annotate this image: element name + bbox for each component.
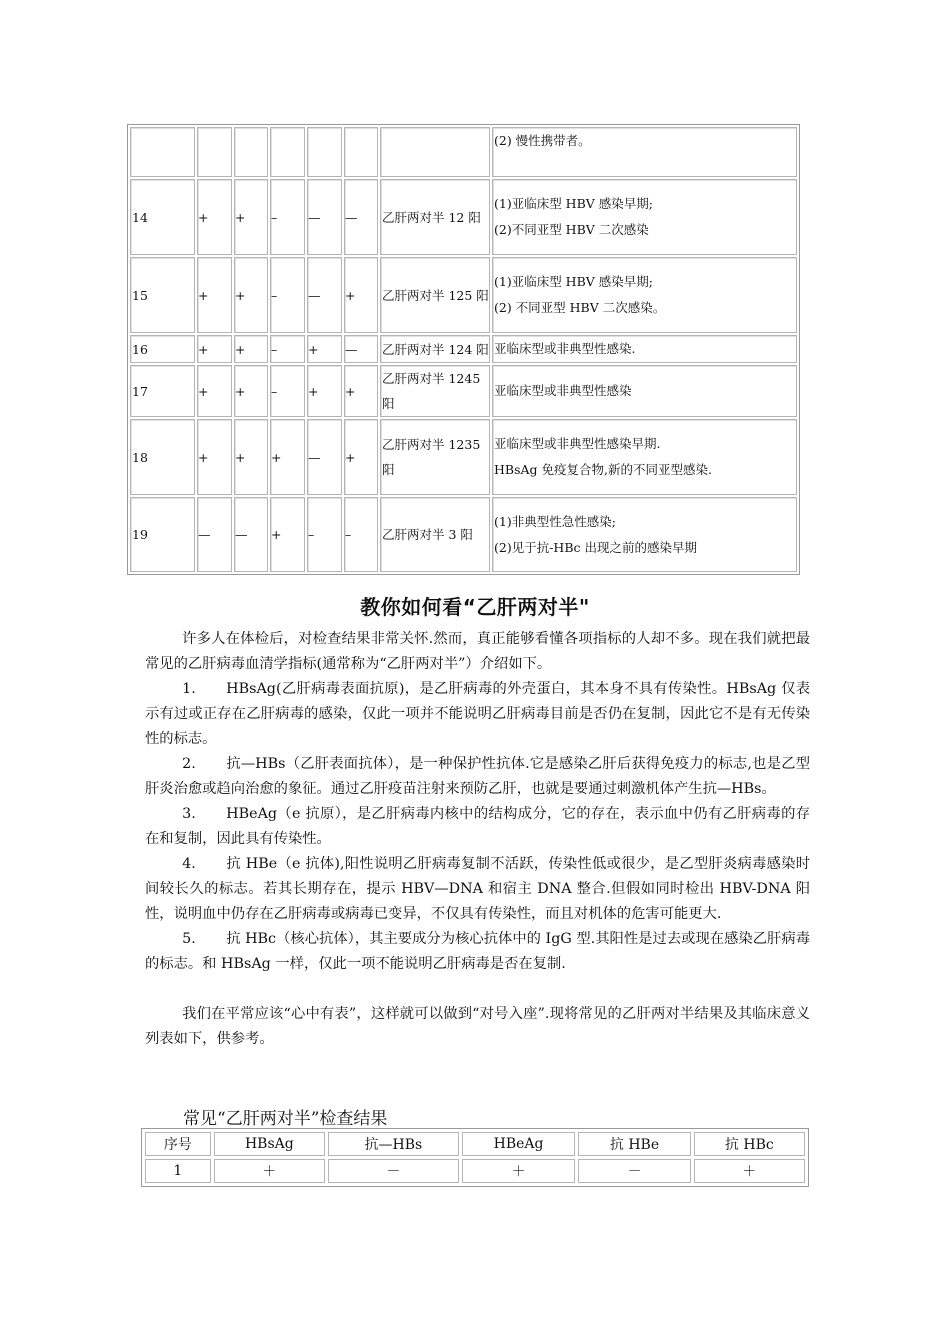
- item-text: 抗 HBc（核心抗体），其主要成分为核心抗体中的 IgG 型.其阳性是过去或现在感染乙肝病毒的标志。和 HBsAg 一样，仅此一项不能说明乙肝病毒是否在复制.: [145, 931, 810, 972]
- item-text: 抗—HBs（乙肝表面抗体），是一种保护性抗体.它是感染乙肝后获得免疫力的标志,也是乙型肝炎治愈或趋向治愈的象征。通过乙肝疫苗注射来预防乙肝，也就是要通过刺激机体产生抗—HBs。: [145, 756, 810, 797]
- indicator-paragraph: [145, 802, 810, 852]
- hbeag-cell: +: [270, 419, 305, 495]
- meaning-line: (2)不同亚型 HBV 二次感染: [494, 222, 649, 237]
- clinical-meaning-cell: [492, 257, 797, 333]
- clinical-meaning-cell: [492, 179, 797, 255]
- anti-hbs-cell: +: [234, 179, 268, 255]
- anti-hbc-cell: —: [344, 335, 378, 363]
- table-cell: ＋: [462, 1159, 576, 1183]
- table-header-row: [145, 1132, 805, 1156]
- column-header: 抗 HBe: [578, 1132, 690, 1156]
- hbsag-cell: +: [197, 179, 232, 255]
- result-cell: 乙肝两对半 125 阳: [380, 257, 490, 333]
- anti-hbe-cell: —: [307, 179, 342, 255]
- item-number: 5.: [182, 931, 196, 947]
- result-cell: 乙肝两对半 124 阳: [380, 335, 490, 363]
- table-row: [130, 419, 797, 495]
- hbsag-cell: +: [197, 257, 232, 333]
- hbsag-cell: +: [197, 419, 232, 495]
- meaning-line: 亚临床型或非典型性感染早期.: [494, 436, 661, 451]
- anti-hbc-cell: —: [344, 179, 378, 255]
- column-header: 序号: [145, 1132, 211, 1156]
- anti-hbe-cell: —: [307, 257, 342, 333]
- article-body: [145, 627, 810, 1052]
- meaning-line: (1)亚临床型 HBV 感染早期;: [494, 196, 653, 211]
- row-number: 17: [130, 365, 195, 417]
- column-header: 抗—HBs: [328, 1132, 459, 1156]
- meaning-line: HBsAg 免疫复合物,新的不同亚型感染.: [494, 462, 712, 477]
- row-number: 15: [130, 257, 195, 333]
- upper-table-body: [130, 127, 797, 572]
- indicator-paragraph: [145, 852, 810, 927]
- meaning-line: (1)亚临床型 HBV 感染早期;: [494, 274, 653, 289]
- clinical-meaning-cell: [492, 419, 797, 495]
- meaning-line: (2) 慢性携带者。: [494, 133, 591, 148]
- hbsag-cell: +: [197, 335, 232, 363]
- indicator-list: [145, 677, 810, 977]
- row-number: 14: [130, 179, 195, 255]
- table-row: [130, 127, 797, 177]
- anti-hbc-cell: +: [344, 419, 378, 495]
- anti-hbs-cell: +: [234, 257, 268, 333]
- column-header: HBsAg: [214, 1132, 325, 1156]
- row-number: [130, 127, 195, 177]
- clinical-meaning-cell: [492, 335, 797, 363]
- closing-paragraph: 我们在平常应该“心中有表”，这样就可以做到“对号入座”.现将常见的乙肝两对半结果及其临床意义列表如下，供参考。: [145, 1006, 810, 1047]
- indicator-paragraph: [145, 752, 810, 802]
- article-title: 教你如何看“乙肝两对半": [360, 595, 590, 619]
- result-cell: [380, 127, 490, 177]
- hbsag-cell: —: [197, 497, 232, 572]
- anti-hbe-cell: +: [307, 335, 342, 363]
- anti-hbe-cell: +: [307, 365, 342, 417]
- hbeag-cell: –: [270, 257, 305, 333]
- anti-hbc-cell: +: [344, 365, 378, 417]
- anti-hbs-cell: +: [234, 365, 268, 417]
- column-header: HBeAg: [462, 1132, 576, 1156]
- hbeag-cell: –: [270, 365, 305, 417]
- meaning-line: (2)见于抗-HBc 出现之前的感染早期: [494, 539, 697, 555]
- anti-hbs-cell: [234, 127, 268, 177]
- anti-hbe-cell: –: [307, 497, 342, 572]
- item-number: 1.: [182, 681, 196, 697]
- hbv-results-table-lower: [141, 1128, 809, 1187]
- anti-hbs-cell: +: [234, 419, 268, 495]
- indicator-paragraph: [145, 927, 810, 977]
- hbsag-cell: +: [197, 365, 232, 417]
- row-number: 16: [130, 335, 195, 363]
- table-row: [130, 335, 797, 363]
- item-number: 4.: [182, 856, 196, 872]
- table-cell: 1: [145, 1159, 211, 1183]
- clinical-meaning-cell: [492, 127, 797, 177]
- table-cell: ＋: [214, 1159, 325, 1183]
- meaning-line: 亚临床型或非典型性感染: [494, 383, 632, 398]
- item-text: 抗 HBe（e 抗体),阳性说明乙肝病毒复制不活跃，传染性低或很少，是乙型肝炎病毒感染时间较长久的标志。若其长期存在，提示 HBV—DNA 和宿主 DNA 整合.但假如同时检出 HBV-DNA 阳性，说明血中仍存在乙肝病毒或病毒已变异，不仅具有传染性，而且对机体的危害可能更大.: [145, 856, 810, 922]
- hbeag-cell: –: [270, 179, 305, 255]
- anti-hbs-cell: +: [234, 335, 268, 363]
- result-cell: 乙肝两对半 1245 阳: [380, 365, 490, 417]
- intro-paragraph: 许多人在体检后，对检查结果非常关怀.然而，真正能够看懂各项指标的人却不多。现在我们就把最常见的乙肝病毒血清学指标(通常称为“乙肝两对半”）介绍如下。: [145, 631, 810, 672]
- anti-hbs-cell: —: [234, 497, 268, 572]
- table-row: [130, 365, 797, 417]
- meaning-line: 亚临床型或非典型性感染.: [494, 341, 636, 356]
- paragraph-gap: [145, 977, 810, 1002]
- column-header: 抗 HBc: [694, 1132, 805, 1156]
- item-text: HBsAg(乙肝病毒表面抗原)，是乙肝病毒的外壳蛋白，其本身不具有传染性。HBsAg 仅表示有过或正存在乙肝病毒的感染，仅此一项并不能说明乙肝病毒目前是否仍在复制，因此它不是有无传染性的标志。: [145, 681, 810, 747]
- table-row: [130, 179, 797, 255]
- anti-hbc-cell: –: [344, 497, 378, 572]
- hbv-results-table-upper: [127, 124, 800, 575]
- table-cell: －: [578, 1159, 690, 1183]
- result-cell: 乙肝两对半 3 阳: [380, 497, 490, 572]
- meaning-line: (1)非典型性急性感染;: [494, 513, 616, 529]
- hbeag-cell: [270, 127, 305, 177]
- item-text: HBeAg（e 抗原），是乙肝病毒内核中的结构成分，它的存在，表示血中仍有乙肝病毒的存在和复制，因此具有传染性。: [145, 806, 810, 847]
- item-number: 2.: [182, 756, 196, 772]
- row-number: 18: [130, 419, 195, 495]
- hbeag-cell: +: [270, 497, 305, 572]
- table-caption: 常见“乙肝两对半”检查结果: [183, 1109, 388, 1129]
- anti-hbc-cell: +: [344, 257, 378, 333]
- lower-table-body: [145, 1159, 805, 1183]
- table-cell: －: [328, 1159, 459, 1183]
- table-row: [130, 497, 797, 572]
- item-number: 3.: [182, 806, 196, 822]
- result-cell: 乙肝两对半 1235 阳: [380, 419, 490, 495]
- anti-hbe-cell: —: [307, 419, 342, 495]
- row-number: 19: [130, 497, 195, 572]
- meaning-line: (2) 不同亚型 HBV 二次感染。: [494, 300, 666, 315]
- table-row: [130, 257, 797, 333]
- hbsag-cell: [197, 127, 232, 177]
- result-cell: 乙肝两对半 12 阳: [380, 179, 490, 255]
- hbeag-cell: –: [270, 335, 305, 363]
- anti-hbc-cell: [344, 127, 378, 177]
- table-row: [145, 1159, 805, 1183]
- indicator-paragraph: [145, 677, 810, 752]
- clinical-meaning-cell: [492, 497, 797, 572]
- anti-hbe-cell: [307, 127, 342, 177]
- table-cell: ＋: [694, 1159, 805, 1183]
- clinical-meaning-cell: [492, 365, 797, 417]
